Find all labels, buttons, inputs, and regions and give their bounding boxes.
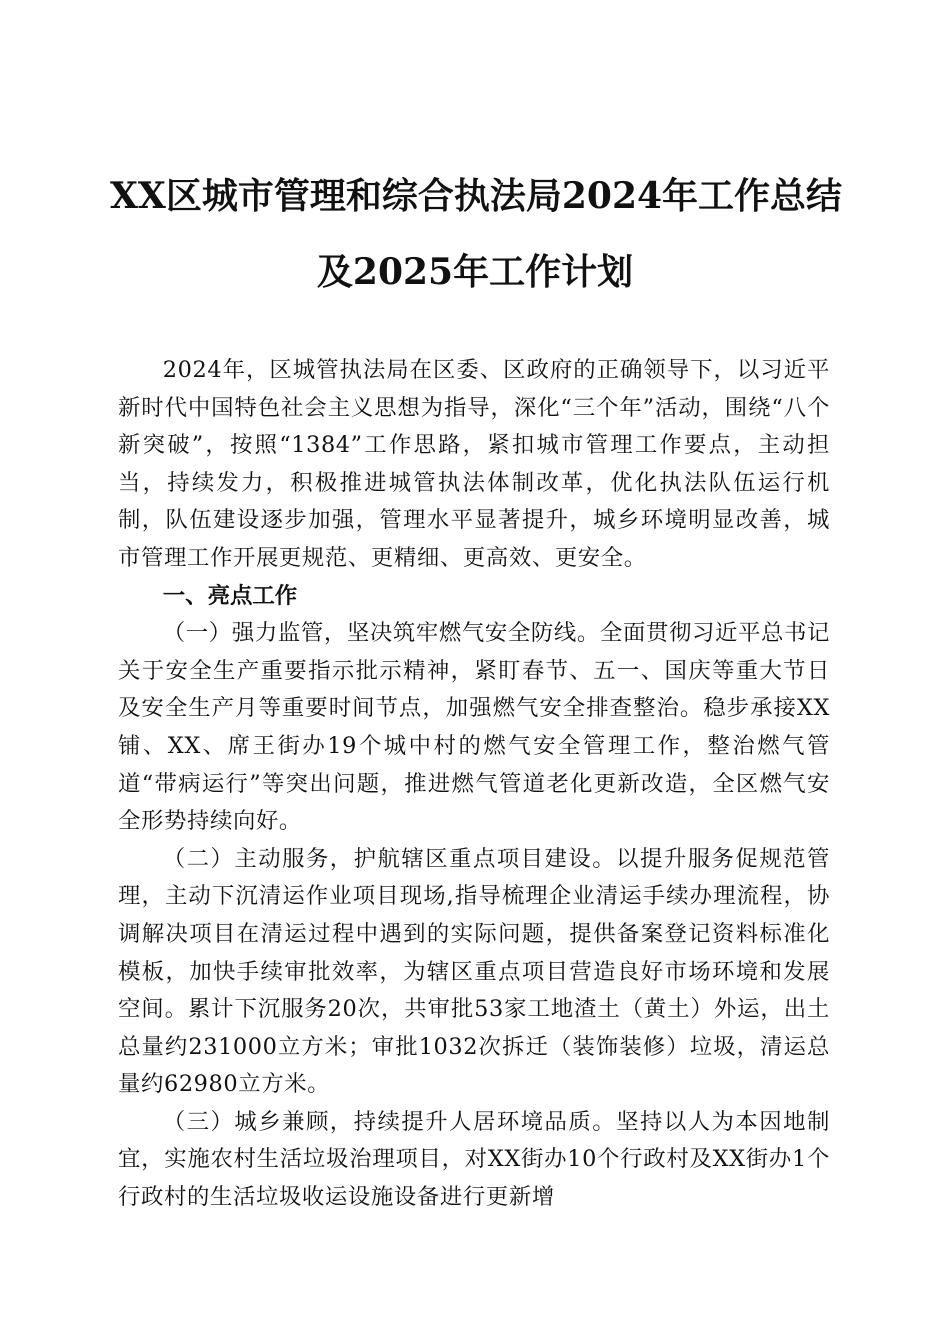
document-title — [110, 158, 843, 310]
title-line-2: 及2025年工作计划 — [316, 251, 634, 293]
item-living-environment: （三）城乡兼顾，持续提升人居环境品质。坚持以人为本因地制宜，实施农村生活垃圾治理项目，对XX街办10个行政村及XX街办1个行政村的生活垃圾收运设施设备进行更新增 — [118, 1108, 830, 1211]
intro-paragraph: 2024年，区城管执法局在区委、区政府的正确领导下，以习近平新时代中国特色社会主义思想为指导，深化“三个年”活动，围绕“八个新突破”，按照“1384”工作思路，紧扣城市管理工作要点，主动担当，持续发力，积极推进城管执法体制改革，优化执法队伍运行机制，队伍建设逐步加强，管理水平显著提升，城乡环境明显改善，城市管理工作开展更规范、更精细、更高效、更安全。 — [118, 357, 830, 571]
item-gas-safety: （一）强力监管，坚决筑牢燃气安全防线。全面贯彻习近平总书记关于安全生产重要指示批示精神，紧盯春节、五一、国庆等重大节日及安全生产月等重要时间节点，加强燃气安全排查整治。稳步承接XX铺、XX、席王街办19个城中村的燃气安全管理工作，整治燃气管道“带病运行”等突出问题，推进燃气管道老化更新改造，全区燃气安全形势持续向好。 — [118, 620, 830, 835]
section-heading-highlights: 一、亮点工作 — [162, 582, 298, 609]
document-body — [118, 352, 830, 1217]
title-line-1: XX区城市管理和综合执法局2024年工作总结 — [110, 175, 843, 217]
item-project-service: （二）主动服务，护航辖区重点项目建设。以提升服务促规范管理，主动下沉清运作业项目现场,指导梳理企业清运手续办理流程，协调解决项目在清运过程中遇到的实际问题，提供备案登记资料标准化模板，加快手续审批效率，为辖区重点项目营造良好市场环境和发展空间。累计下沉服务20次，共审批53家工地渣土（黄土）外运，出土总量约231000立方米；审批1032次拆迁（装饰装修）垃圾，清运总量约62980立方米。 — [118, 845, 830, 1098]
